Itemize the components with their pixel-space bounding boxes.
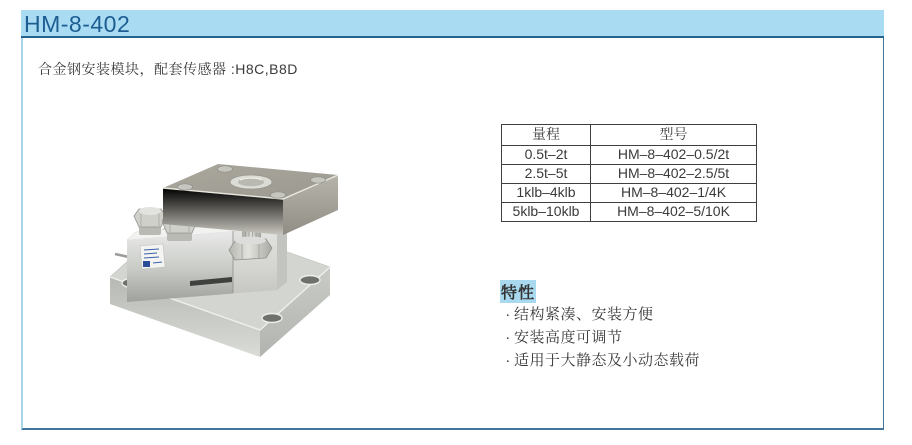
top-plate [163, 164, 338, 235]
product-photo-load-cell-module [75, 105, 465, 375]
page-title: HM-8-402 [24, 11, 131, 37]
table-row [502, 165, 757, 184]
feature-item [502, 303, 700, 326]
cell-model: HM–8–402–2.5/5t [591, 165, 757, 184]
cable [115, 254, 129, 257]
feature-text: 安装高度可调节 [514, 329, 623, 346]
feature-list [502, 303, 700, 372]
table-row [502, 203, 757, 222]
bullet-dot: · [505, 329, 511, 346]
cell-model: HM–8–402–0.5/2t [591, 146, 757, 165]
bullet-dot: · [505, 306, 511, 323]
page-title-bar [21, 10, 884, 38]
product-description: 合金钢安装模块，配套传感器 :H8C,B8D [38, 61, 298, 77]
features-heading: 特性 [500, 280, 536, 303]
cell-range: 1klb–4klb [502, 184, 591, 203]
feature-text: 适用于大静态及小动态载荷 [514, 352, 701, 369]
table-row [502, 184, 757, 203]
cell-model: HM–8–402–1/4K [591, 184, 757, 203]
table-header-range: 量程 [502, 125, 591, 146]
product-label [140, 244, 165, 269]
bullet-dot: · [505, 352, 511, 369]
hex-nut [229, 237, 272, 261]
table-header-row [502, 125, 757, 146]
table-header-model: 型号 [591, 125, 757, 146]
cell-range: 0.5t–2t [502, 146, 591, 165]
feature-item [502, 326, 700, 349]
model-table [501, 124, 757, 222]
feature-text: 结构紧凑、安装方便 [514, 306, 654, 323]
cell-range: 5klb–10klb [502, 203, 591, 222]
table-row [502, 146, 757, 165]
cell-model: HM–8–402–5/10K [591, 203, 757, 222]
brand-logo-mark [143, 261, 150, 267]
feature-item [502, 349, 700, 372]
cell-range: 2.5t–5t [502, 165, 591, 184]
